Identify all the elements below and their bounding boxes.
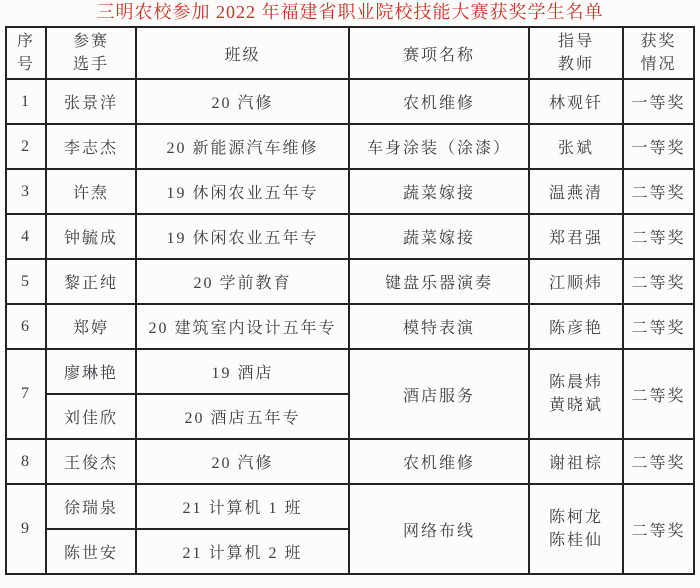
cell-award: 二等奖 <box>623 259 694 304</box>
cell-class: 20 汽修 <box>136 439 349 484</box>
cell-no: 4 <box>6 214 46 259</box>
cell-teacher: 谢祖棕 <box>529 439 623 484</box>
cell-class: 21 计算机 1 班 <box>136 484 349 529</box>
header-cell-award <box>623 27 694 79</box>
teacher-name: 陈晨炜 <box>548 373 603 391</box>
cell-event: 蔬菜嫁接 <box>349 169 529 214</box>
awards-table <box>5 26 695 575</box>
cell-participant: 黎正纯 <box>46 259 136 304</box>
table-row <box>6 259 694 304</box>
table-row <box>6 79 694 124</box>
cell-class: 19 酒店 <box>136 349 349 394</box>
header-label: 号 <box>16 56 35 73</box>
cell-award: 二等奖 <box>623 349 694 439</box>
cell-event: 模特表演 <box>349 304 529 349</box>
cell-participant: 李志杰 <box>46 124 136 169</box>
cell-event: 键盘乐器演奏 <box>349 259 529 304</box>
cell-event: 网络布线 <box>349 484 529 574</box>
cell-class: 19 休闲农业五年专 <box>136 214 349 259</box>
cell-event: 酒店服务 <box>349 349 529 439</box>
cell-teacher: 张斌 <box>529 124 623 169</box>
header-label: 指导 <box>557 32 594 50</box>
cell-award: 二等奖 <box>623 214 694 259</box>
cell-no: 8 <box>6 439 46 484</box>
cell-class: 20 建筑室内设计五年专 <box>136 304 349 349</box>
teacher-name: 陈柯龙 <box>548 508 603 526</box>
cell-teacher: 温燕清 <box>529 169 623 214</box>
cell-no: 3 <box>6 169 46 214</box>
cell-event: 车身涂装（涂漆） <box>349 124 529 169</box>
cell-class: 20 学前教育 <box>136 259 349 304</box>
header-cell-no <box>6 27 46 79</box>
cell-no: 2 <box>6 124 46 169</box>
cell-teacher: 林观钎 <box>529 79 623 124</box>
header-cell-class: 班级 <box>136 27 349 79</box>
header-label: 教师 <box>557 56 594 73</box>
cell-class: 21 计算机 2 班 <box>136 529 349 574</box>
cell-class: 20 新能源汽车维修 <box>136 124 349 169</box>
cell-award: 二等奖 <box>623 484 694 574</box>
cell-event: 农机维修 <box>349 79 529 124</box>
cell-participant: 刘佳欣 <box>46 394 136 439</box>
header-cell-teacher <box>529 27 623 79</box>
cell-event: 蔬菜嫁接 <box>349 214 529 259</box>
cell-no: 1 <box>6 79 46 124</box>
cell-award: 二等奖 <box>623 439 694 484</box>
cell-teacher <box>529 484 623 574</box>
cell-award: 一等奖 <box>623 124 694 169</box>
cell-participant: 王俊杰 <box>46 439 136 484</box>
cell-no: 5 <box>6 259 46 304</box>
cell-teacher: 江顺炜 <box>529 259 623 304</box>
table-row <box>6 304 694 349</box>
page-title: 三明农校参加 2022 年福建省职业院校技能大赛获奖学生名单 <box>96 2 604 22</box>
cell-participant: 郑婷 <box>46 304 136 349</box>
cell-no: 6 <box>6 304 46 349</box>
cell-participant: 张景洋 <box>46 79 136 124</box>
header-cell-participant <box>46 27 136 79</box>
cell-participant: 钟毓成 <box>46 214 136 259</box>
cell-participant: 陈世安 <box>46 529 136 574</box>
cell-teacher: 陈彦艳 <box>529 304 623 349</box>
cell-class: 20 汽修 <box>136 79 349 124</box>
cell-teacher: 郑君强 <box>529 214 623 259</box>
table-row <box>6 124 694 169</box>
teacher-name: 黄晓斌 <box>548 397 603 414</box>
cell-participant: 许焘 <box>46 169 136 214</box>
cell-teacher <box>529 349 623 439</box>
cell-no: 9 <box>6 484 46 574</box>
table-row <box>6 439 694 484</box>
teacher-name: 陈桂仙 <box>548 532 603 549</box>
cell-award: 二等奖 <box>623 304 694 349</box>
table-row <box>6 169 694 214</box>
header-label: 参赛 <box>72 32 109 50</box>
header-label: 情况 <box>640 56 677 73</box>
table-row <box>6 214 694 259</box>
cell-participant: 廖琳艳 <box>46 349 136 394</box>
header-label: 获奖 <box>640 32 677 50</box>
cell-participant: 徐瑞泉 <box>46 484 136 529</box>
header-cell-event: 赛项名称 <box>349 27 529 79</box>
header-label: 序 <box>16 32 35 50</box>
cell-event: 农机维修 <box>349 439 529 484</box>
cell-class: 19 休闲农业五年专 <box>136 169 349 214</box>
table-row <box>6 349 694 394</box>
header-row <box>6 27 694 79</box>
cell-award: 一等奖 <box>623 79 694 124</box>
cell-class: 20 酒店五年专 <box>136 394 349 439</box>
cell-award: 二等奖 <box>623 169 694 214</box>
header-label: 选手 <box>72 56 109 73</box>
table-row <box>6 484 694 529</box>
cell-no: 7 <box>6 349 46 439</box>
